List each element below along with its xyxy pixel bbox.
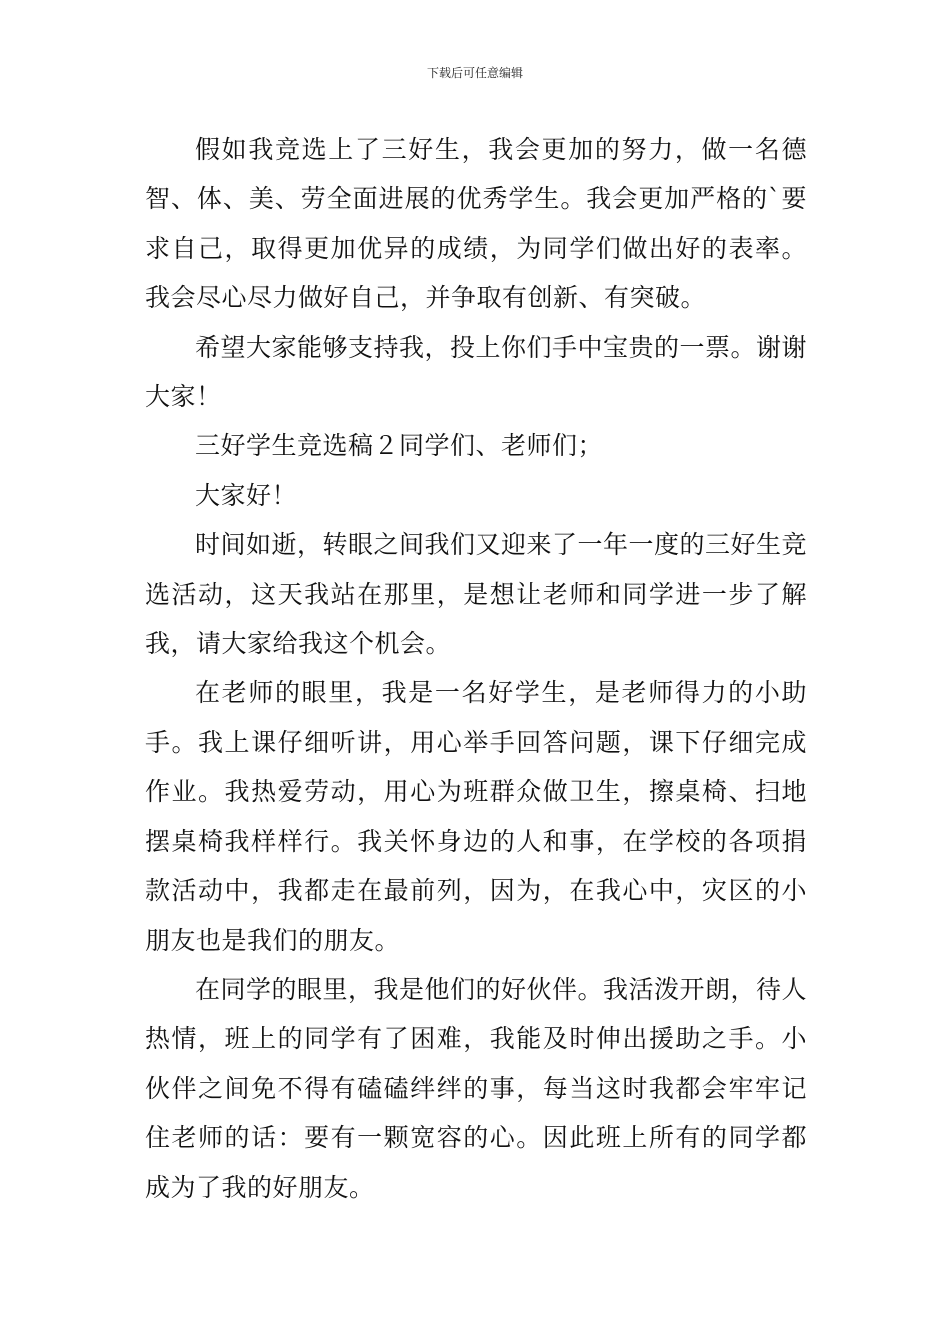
paragraph-7: 在同学的眼里，我是他们的好伙伴。我活泼开朗，待人热情，班上的同学有了困难，我能及时伸出援助之手。小伙伴之间免不得有磕磕绊绊的事，每当这时我都会牢牢记住老师的话：要有一颗宽容的心。因此班上所有的同学都成为了我的好朋友。 [145, 974, 808, 1202]
paragraph-4: 大家好！ [195, 480, 298, 510]
paragraph-3: 三好学生竞选稿２同学们、老师们； [195, 431, 604, 461]
paragraph-1: 假如我竞选上了三好生，我会更加的努力，做一名德智、体、美、劳全面进展的优秀学生。我会更加严格的`要求自己，取得更加优异的成绩，为同学们做出好的表率。我会尽心尽力做好自己，并争取有创新、有突破。 [145, 135, 807, 313]
page-header: 下载后可任意编辑 [426, 66, 523, 80]
document-body [145, 125, 807, 1212]
paragraph-6: 在老师的眼里，我是一名好学生，是老师得力的小助手。我上课仔细听讲，用心举手回答问题，课下仔细完成作业。我热爱劳动，用心为班群众做卫生，擦桌椅、扫地摆桌椅我样样行。我关怀身边的人和事，在学校的各项捐款活动中，我都走在最前列，因为，在我心中，灾区的小朋友也是我们的朋友。 [145, 678, 807, 955]
paragraph-2: 希望大家能够支持我，投上你们手中宝贵的一票。谢谢大家！ [145, 332, 808, 412]
paragraph-5: 时间如逝，转眼之间我们又迎来了一年一度的三好生竞选活动，这天我站在那里，是想让老师和同学进一步了解我，请大家给我这个机会。 [145, 530, 808, 659]
